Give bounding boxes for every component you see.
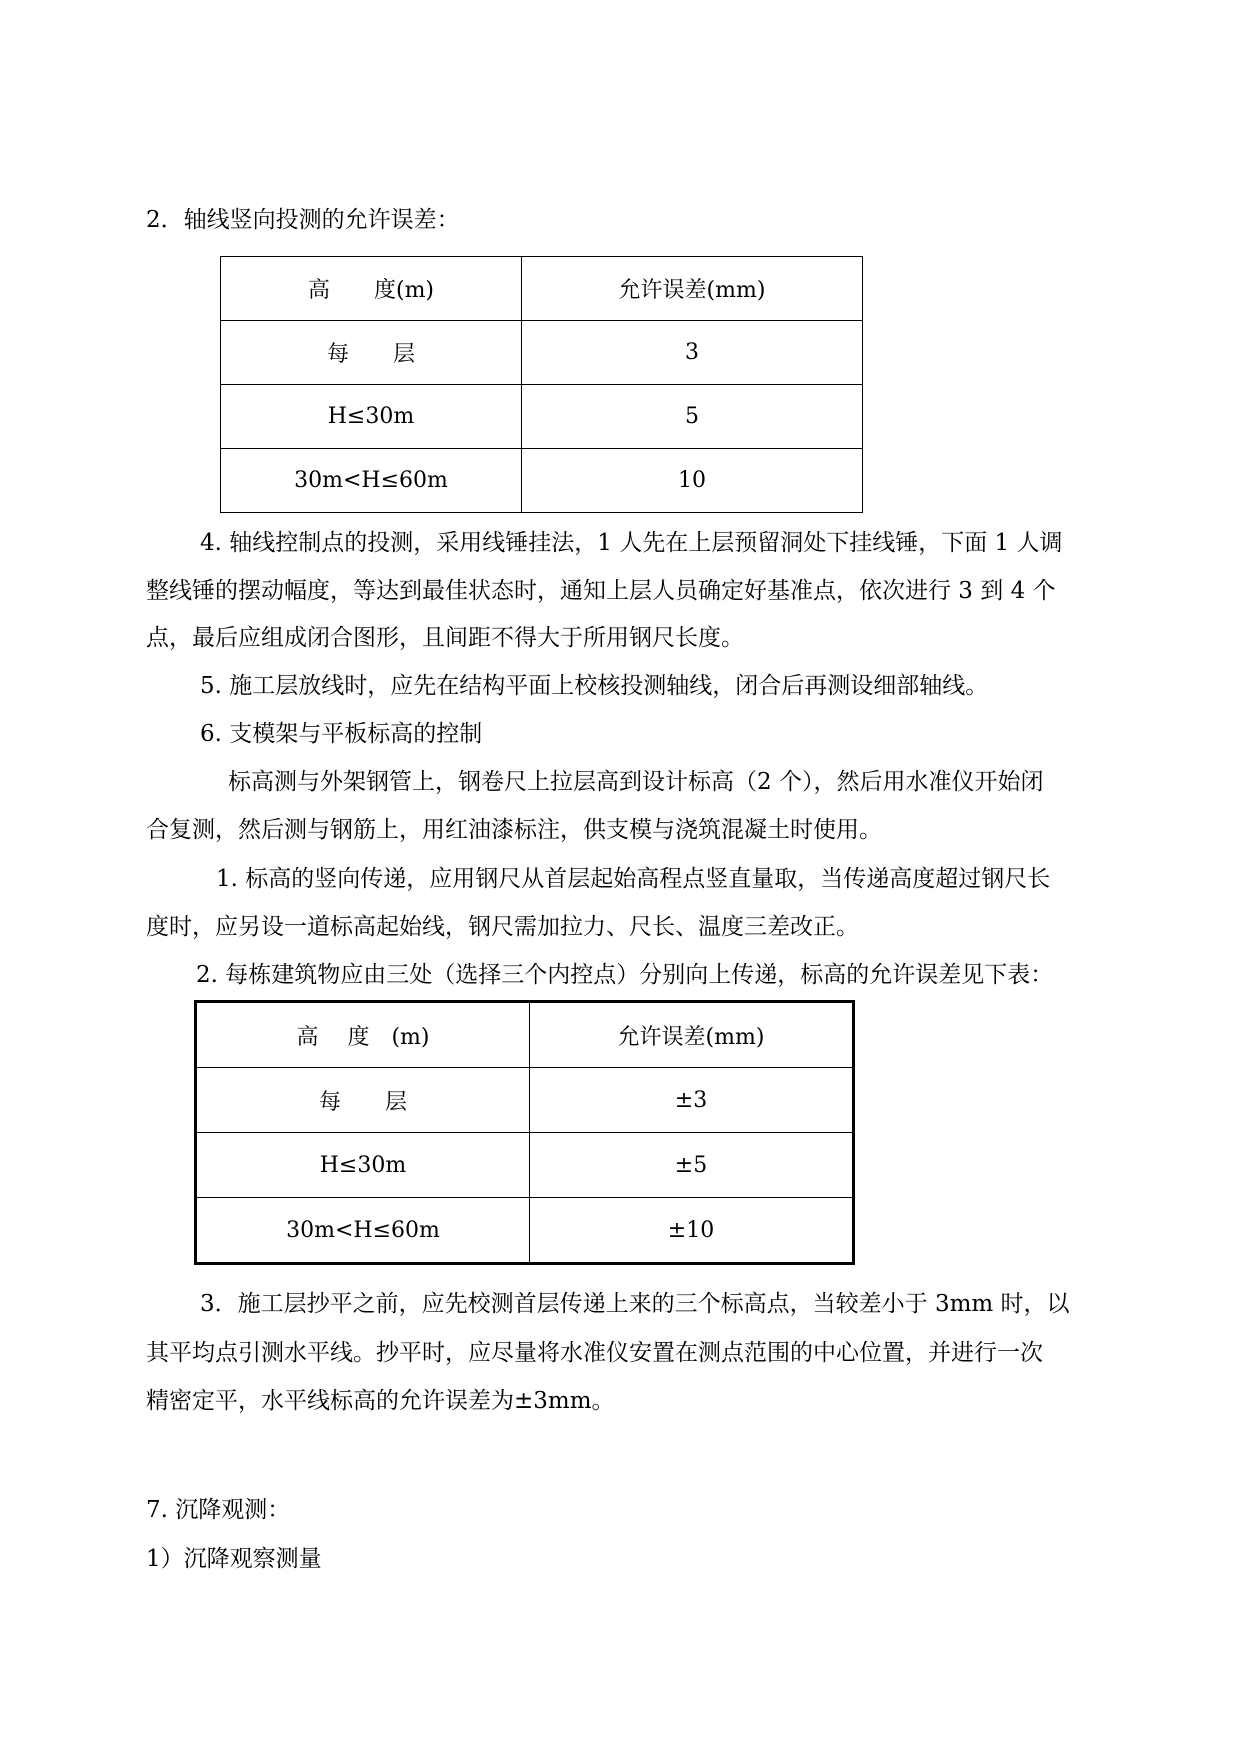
section-heading: 2．轴线竖向投测的允许误差：	[146, 207, 460, 233]
table-cell: 10	[522, 449, 863, 513]
table-cell: 30m<H≤60m	[196, 1198, 530, 1264]
paragraph-line: 3．施工层抄平之前，应先校测首层传递上来的三个标高点，当较差小于 3mm 时，以	[200, 1291, 1070, 1317]
table-cell: 30m<H≤60m	[221, 449, 522, 513]
table-cell: ±10	[530, 1198, 854, 1264]
table-cell: 3	[522, 321, 863, 385]
paragraph-line: 1. 标高的竖向传递，应用钢尺从首层起始高程点竖直量取，当传递高度超过钢尺长	[216, 866, 1051, 892]
paragraph-line: 点，最后应组成闭合图形，且间距不得大于所用钢尺长度。	[146, 625, 744, 651]
subsection-heading: 1）沉降观察测量	[146, 1546, 322, 1572]
table-cell: 5	[522, 385, 863, 449]
table-row	[196, 1068, 854, 1133]
paragraph-line: 精密定平，水平线标高的允许误差为±3mm。	[146, 1388, 615, 1414]
paragraph-line: 2. 每栋建筑物应由三处（选择三个内控点）分别向上传递，标高的允许误差见下表：	[196, 962, 1054, 988]
section-heading: 7. 沉降观测：	[146, 1497, 291, 1523]
table-row	[196, 1198, 854, 1264]
table-header-cell: 允许误差(mm)	[522, 257, 863, 321]
table-header-cell: 高 度(m)	[221, 257, 522, 321]
table-header-cell: 允许误差(mm)	[530, 1002, 854, 1068]
paragraph-line: 整线锤的摆动幅度，等达到最佳状态时，通知上层人员确定好基准点，依次进行 3 到 4 个	[146, 578, 1056, 604]
table-cell: ±5	[530, 1133, 854, 1198]
table-cell: H≤30m	[221, 385, 522, 449]
paragraph-line: 度时，应另设一道标高起始线，钢尺需加拉力、尺长、温度三差改正。	[146, 914, 859, 940]
table-row	[221, 385, 863, 449]
paragraph-line: 其平均点引测水平线。抄平时，应尽量将水准仪安置在测点范围的中心位置，并进行一次	[146, 1340, 1043, 1366]
paragraph-line: 标高测与外架钢管上，钢卷尺上拉层高到设计标高（2 个），然后用水准仪开始闭	[228, 769, 1044, 795]
table-cell: H≤30m	[196, 1133, 530, 1198]
table-row	[221, 321, 863, 385]
table-row	[196, 1133, 854, 1198]
paragraph-line: 5. 施工层放线时，应先在结构平面上校核投测轴线，闭合后再测设细部轴线。	[200, 673, 989, 699]
table-header-cell: 高 度 (m)	[196, 1002, 530, 1068]
paragraph-line: 4. 轴线控制点的投测，采用线锤挂法，1 人先在上层预留洞处下挂线锤，下面 1 人调	[200, 530, 1063, 556]
table-header-row	[196, 1002, 854, 1068]
table-cell: ±3	[530, 1068, 854, 1133]
axis-tolerance-table	[220, 256, 863, 513]
table-cell: 每 层	[196, 1068, 530, 1133]
paragraph-line: 合复测，然后测与钢筋上，用红油漆标注，供支模与浇筑混凝土时使用。	[146, 817, 882, 843]
table-header-row	[221, 257, 863, 321]
elevation-tolerance-table	[194, 1000, 855, 1265]
subsection-heading: 6. 支模架与平板标高的控制	[200, 721, 483, 747]
table-row	[221, 449, 863, 513]
table-cell: 每 层	[221, 321, 522, 385]
